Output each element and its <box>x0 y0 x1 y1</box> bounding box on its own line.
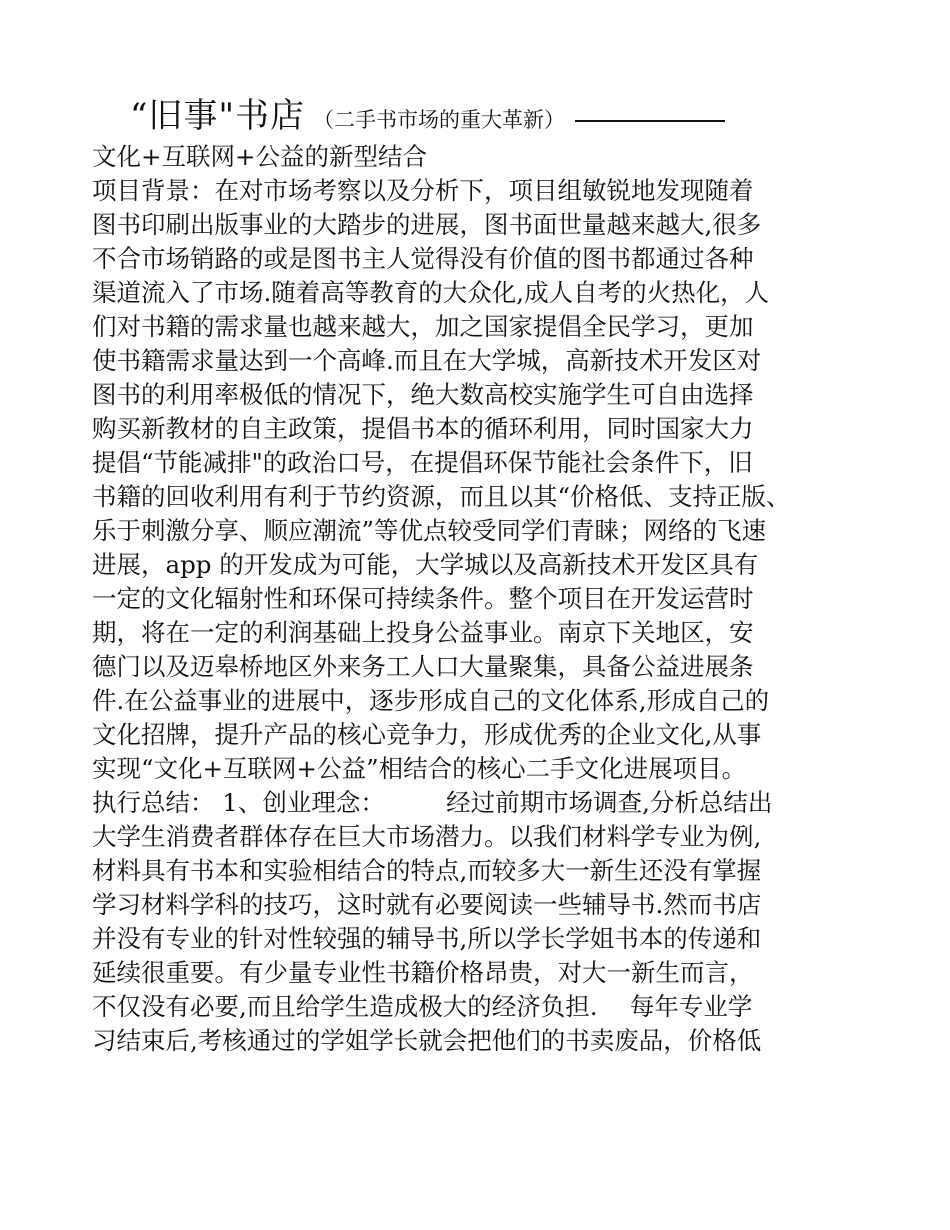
text-line: 进展，app 的开发成为可能，大学城以及高新技术开发区具有 <box>92 550 759 579</box>
text-line: 乐于刺激分享、顺应潮流”等优点较受同学们青睐；网络的飞速 <box>92 516 767 545</box>
text-line: 一定的文化辐射性和环保可持续条件。整个项目在开发运营时 <box>92 584 754 613</box>
text-line: 渠道流入了市场.随着高等教育的大众化,成人自考的火热化，人 <box>92 278 770 307</box>
text-line: 购买新教材的自主政策，提倡书本的循环利用，同时国家大力 <box>92 414 754 443</box>
text-line: 书籍的回收利用有利于节约资源，而且以其“价格低、支持正版、 <box>92 482 791 511</box>
text-line: 期，将在一定的利润基础上投身公益事业。南京下关地区，安 <box>92 618 754 647</box>
text-line: 学习材料学科的技巧，这时就有必要阅读一些辅导书.然而书店 <box>92 890 762 919</box>
text-line: 项目背景：在对市场考察以及分析下，项目组敏锐地发现随着 <box>92 176 754 205</box>
text-line: 文化+互联网+公益的新型结合 <box>92 142 428 171</box>
text-line: 图书的利用率极低的情况下，绝大数高校实施学生可自由选择 <box>92 380 754 409</box>
text-line: 并没有专业的针对性较强的辅导书,所以学长学姐书本的传递和 <box>92 924 762 953</box>
text-line: 提倡“节能减排"的政治口号，在提倡环保节能社会条件下，旧 <box>92 448 753 477</box>
text-line: 习结束后,考核通过的学姐学长就会把他们的书卖废品，价格低 <box>92 1026 762 1055</box>
text-line: 们对书籍的需求量也越来越大，加之国家提倡全民学习，更加 <box>92 312 754 341</box>
document-title <box>130 88 725 137</box>
text-line: 实现“文化+互联网+公益”相结合的核心二手文化进展项目。 <box>92 754 747 783</box>
title-main: “旧事"书店 <box>130 96 306 136</box>
text-line: 德门以及迈皋桥地区外来务工人口大量聚集，具备公益进展条 <box>92 652 754 681</box>
title-dash-rule <box>575 120 725 122</box>
text-line: 大学生消费者群体存在巨大市场潜力。以我们材料学专业为例, <box>92 822 762 851</box>
text-line: 延续很重要。有少量专业性书籍价格昂贵，对大一新生而言， <box>92 958 754 987</box>
text-line: 材料具有书本和实验相结合的特点,而较多大一新生还没有掌握 <box>92 856 762 885</box>
body-text <box>92 140 882 1058</box>
text-line: 文化招牌，提升产品的核心竞争力，形成优秀的企业文化,从事 <box>92 720 762 749</box>
text-line: 不仅没有必要,而且给学生造成极大的经济负担. 每年专业学 <box>92 992 753 1021</box>
text-line: 件.在公益事业的进展中，逐步形成自己的文化体系,形成自己的 <box>92 686 770 715</box>
text-line: 执行总结： 1、创业理念： 经过前期市场调查,分析总结出 <box>92 788 773 817</box>
text-line: 图书印刷出版事业的大踏步的进展，图书面世量越来越大,很多 <box>92 210 762 239</box>
text-line: 使书籍需求量达到一个高峰.而且在大学城，高新技术开发区对 <box>92 346 762 375</box>
text-line: 不合市场销路的或是图书主人觉得没有价值的图书都通过各种 <box>92 244 754 273</box>
title-subtitle: （二手书市场的重大革新） <box>313 108 566 132</box>
